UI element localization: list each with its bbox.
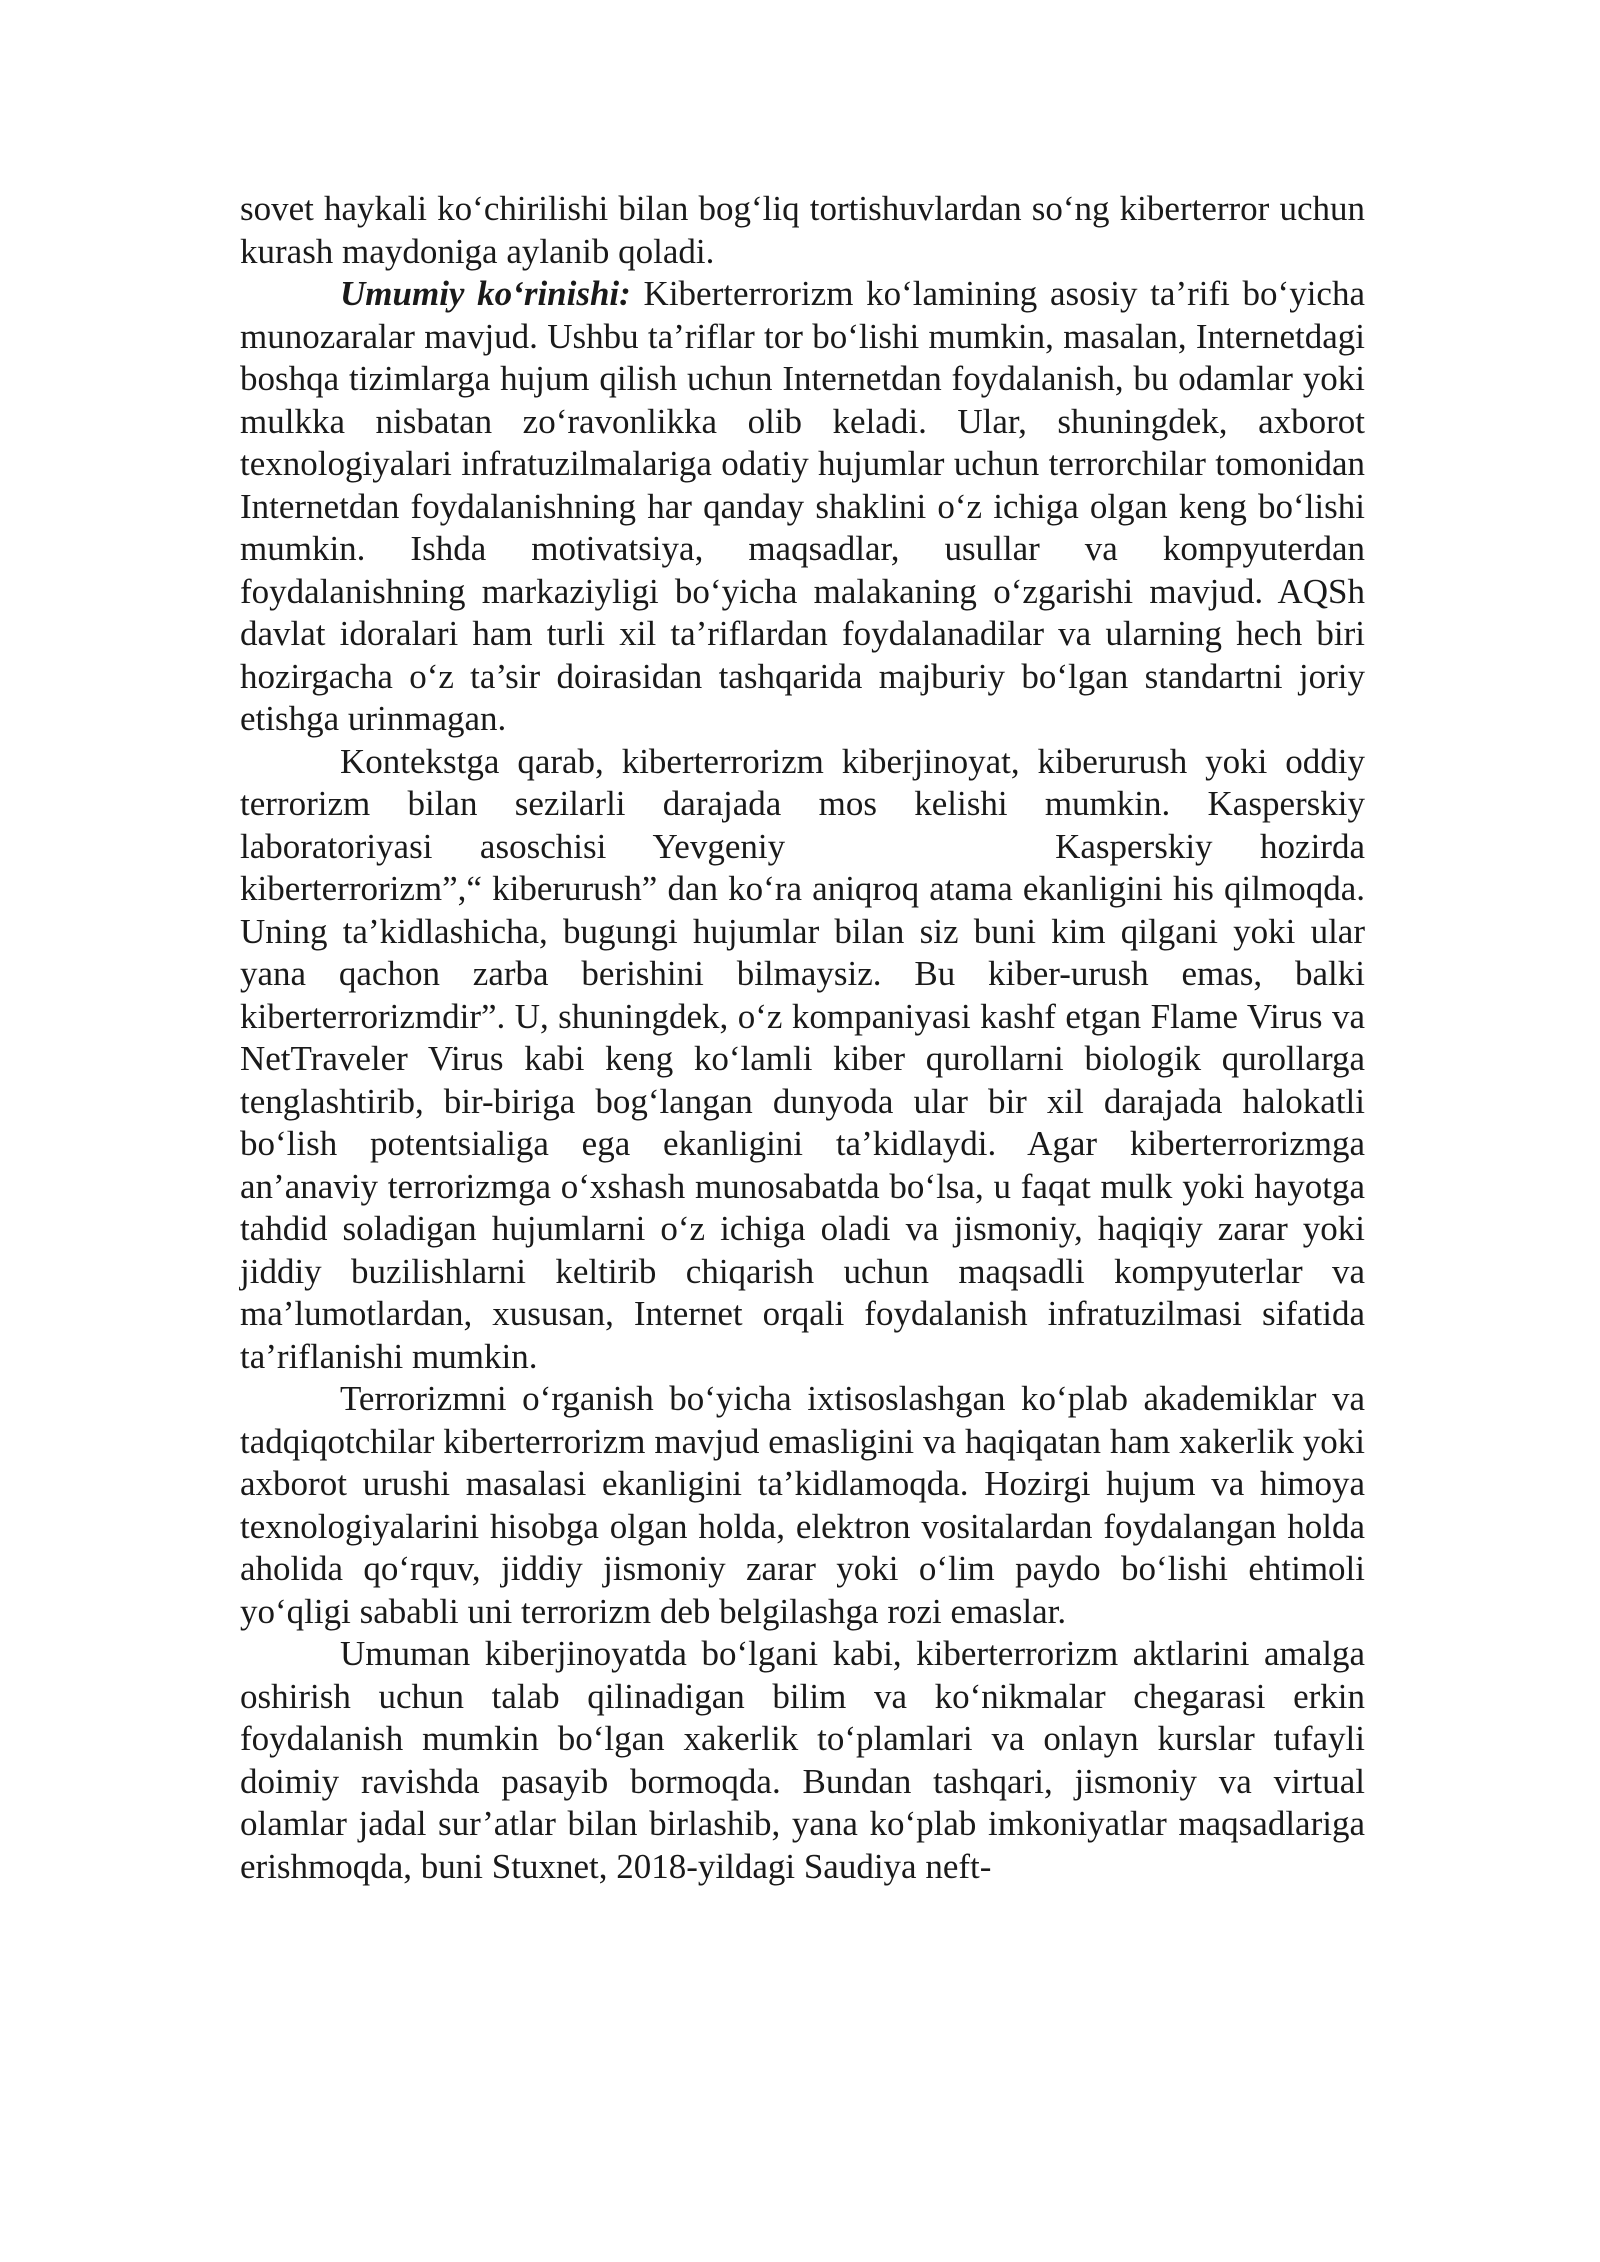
paragraph-2 — [240, 273, 1365, 741]
document-body — [240, 188, 1365, 1888]
paragraph-3-part-1: Kontekstga qarab, kiberterrorizm kiberjinoyat, kiberurush yoki oddiy terrorizm bilan sezilarli darajada mos kelishi mumkin. Kasperskiy laboratoriyasi asoschisi Yevgeniy — [240, 741, 1365, 866]
paragraph-3-part-2: Kasperskiy hozirda kiberterrorizm”,“ kiberurush” dan ko‘ra aniqroq atama ekanligini his qilmoqda. Uning ta’kidlashicha, bugungi hujumlar bilan siz buni kim qilgani yoki ular yana qachon zarba berishini bilmaysiz. Bu kiber-urush emas, balki kiberterrorizmdir”. U, shuningdek, o‘z kompaniyasi kashf etgan Flame Virus va NetTraveler Virus kabi keng ko‘lamli kiber qurollarni biologik qurollarga tenglashtirib, bir-biriga bog‘langan dunyoda ular bir xil darajada halokatli bo‘lish potentsialiga ega ekanligini ta’kidlaydi. Agar kiberterrorizmga an’anaviy terrorizmga o‘xshash munosabatda bo‘lsa, u faqat mulk yoki hayotga tahdid soladigan hujumlarni o‘z ichiga oladi va jismoniy, haqiqiy zarar yoki jiddiy buzilishlarni keltirib chiqarish uchun maqsadli kompyuterlar va ma’lumotlardan, xususan, Internet orqali foydalanish infratuzilmasi sifatida ta’riflanishi mumkin. — [240, 826, 1365, 1376]
paragraph-2-body: Kiberterrorizm ko‘lamining asosiy ta’rifi bo‘yicha munozaralar mavjud. Ushbu ta’riflar tor bo‘lishi mumkin, masalan, Internetdagi boshqa tizimlarga hujum qilish uchun Internetdan foydalanish, bu odamlar yoki mulkka nisbatan zo‘ravonlikka olib keladi. Ular, shuningdek, axborot texnologiyalari infratuzilmalariga odatiy hujumlar uchun terrorchilar tomonidan Internetdan foydalanishning har qanday shaklini o‘z ichiga olgan keng bo‘lishi mumkin. Ishda motivatsiya, maqsadlar, usullar va kompyuterdan foydalanishning markaziyligi bo‘yicha malakaning o‘zgarishi mavjud. AQSh davlat idoralari ham turli xil ta’riflardan foydalanadilar va ularning hech biri hozirgacha o‘z ta’sir doirasidan tashqarida majburiy bo‘lgan standartni joriy etishga urinmagan. — [240, 274, 1366, 738]
paragraph-1: sovet haykali ko‘chirilishi bilan bog‘liq tortishuvlardan so‘ng kiberterror uchun kurash maydoniga aylanib qoladi. — [240, 189, 1365, 271]
paragraph-5: Umuman kiberjinoyatda bo‘lgani kabi, kiberterrorizm aktlarini amalga oshirish uchun talab qilinadigan bilim va ko‘nikmalar chegarasi erkin foydalanish mumkin bo‘lgan xakerlik to‘plamlari va onlayn kurslar tufayli doimiy ravishda pasayib bormoqda. Bundan tashqari, jismoniy va virtual olamlar jadal sur’atlar bilan birlashib, yana ko‘plab imkoniyatlar maqsadlariga erishmoqda, buni Stuxnet, 2018-yildagi Saudiya neft- — [240, 1634, 1365, 1886]
paragraph-2-lead-in: Umumiy ko‘rinishi: — [340, 274, 631, 313]
paragraph-3 — [240, 741, 1365, 1379]
paragraph-4: Terrorizmni o‘rganish bo‘yicha ixtisoslashgan ko‘plab akademiklar va tadqiqotchilar kiberterrorizm mavjud emasligini va haqiqatan ham xakerlik yoki axborot urushi masalasi ekanligini ta’kidlamoqda. Hozirgi hujum va himoya texnologiyalarini hisobga olgan holda, elektron vositalardan foydalangan holda aholida qo‘rquv, jiddiy jismoniy zarar yoki o‘lim paydo bo‘lishi ehtimoli yo‘qligi sababli uni terrorizm deb belgilashga rozi emaslar. — [240, 1379, 1365, 1631]
